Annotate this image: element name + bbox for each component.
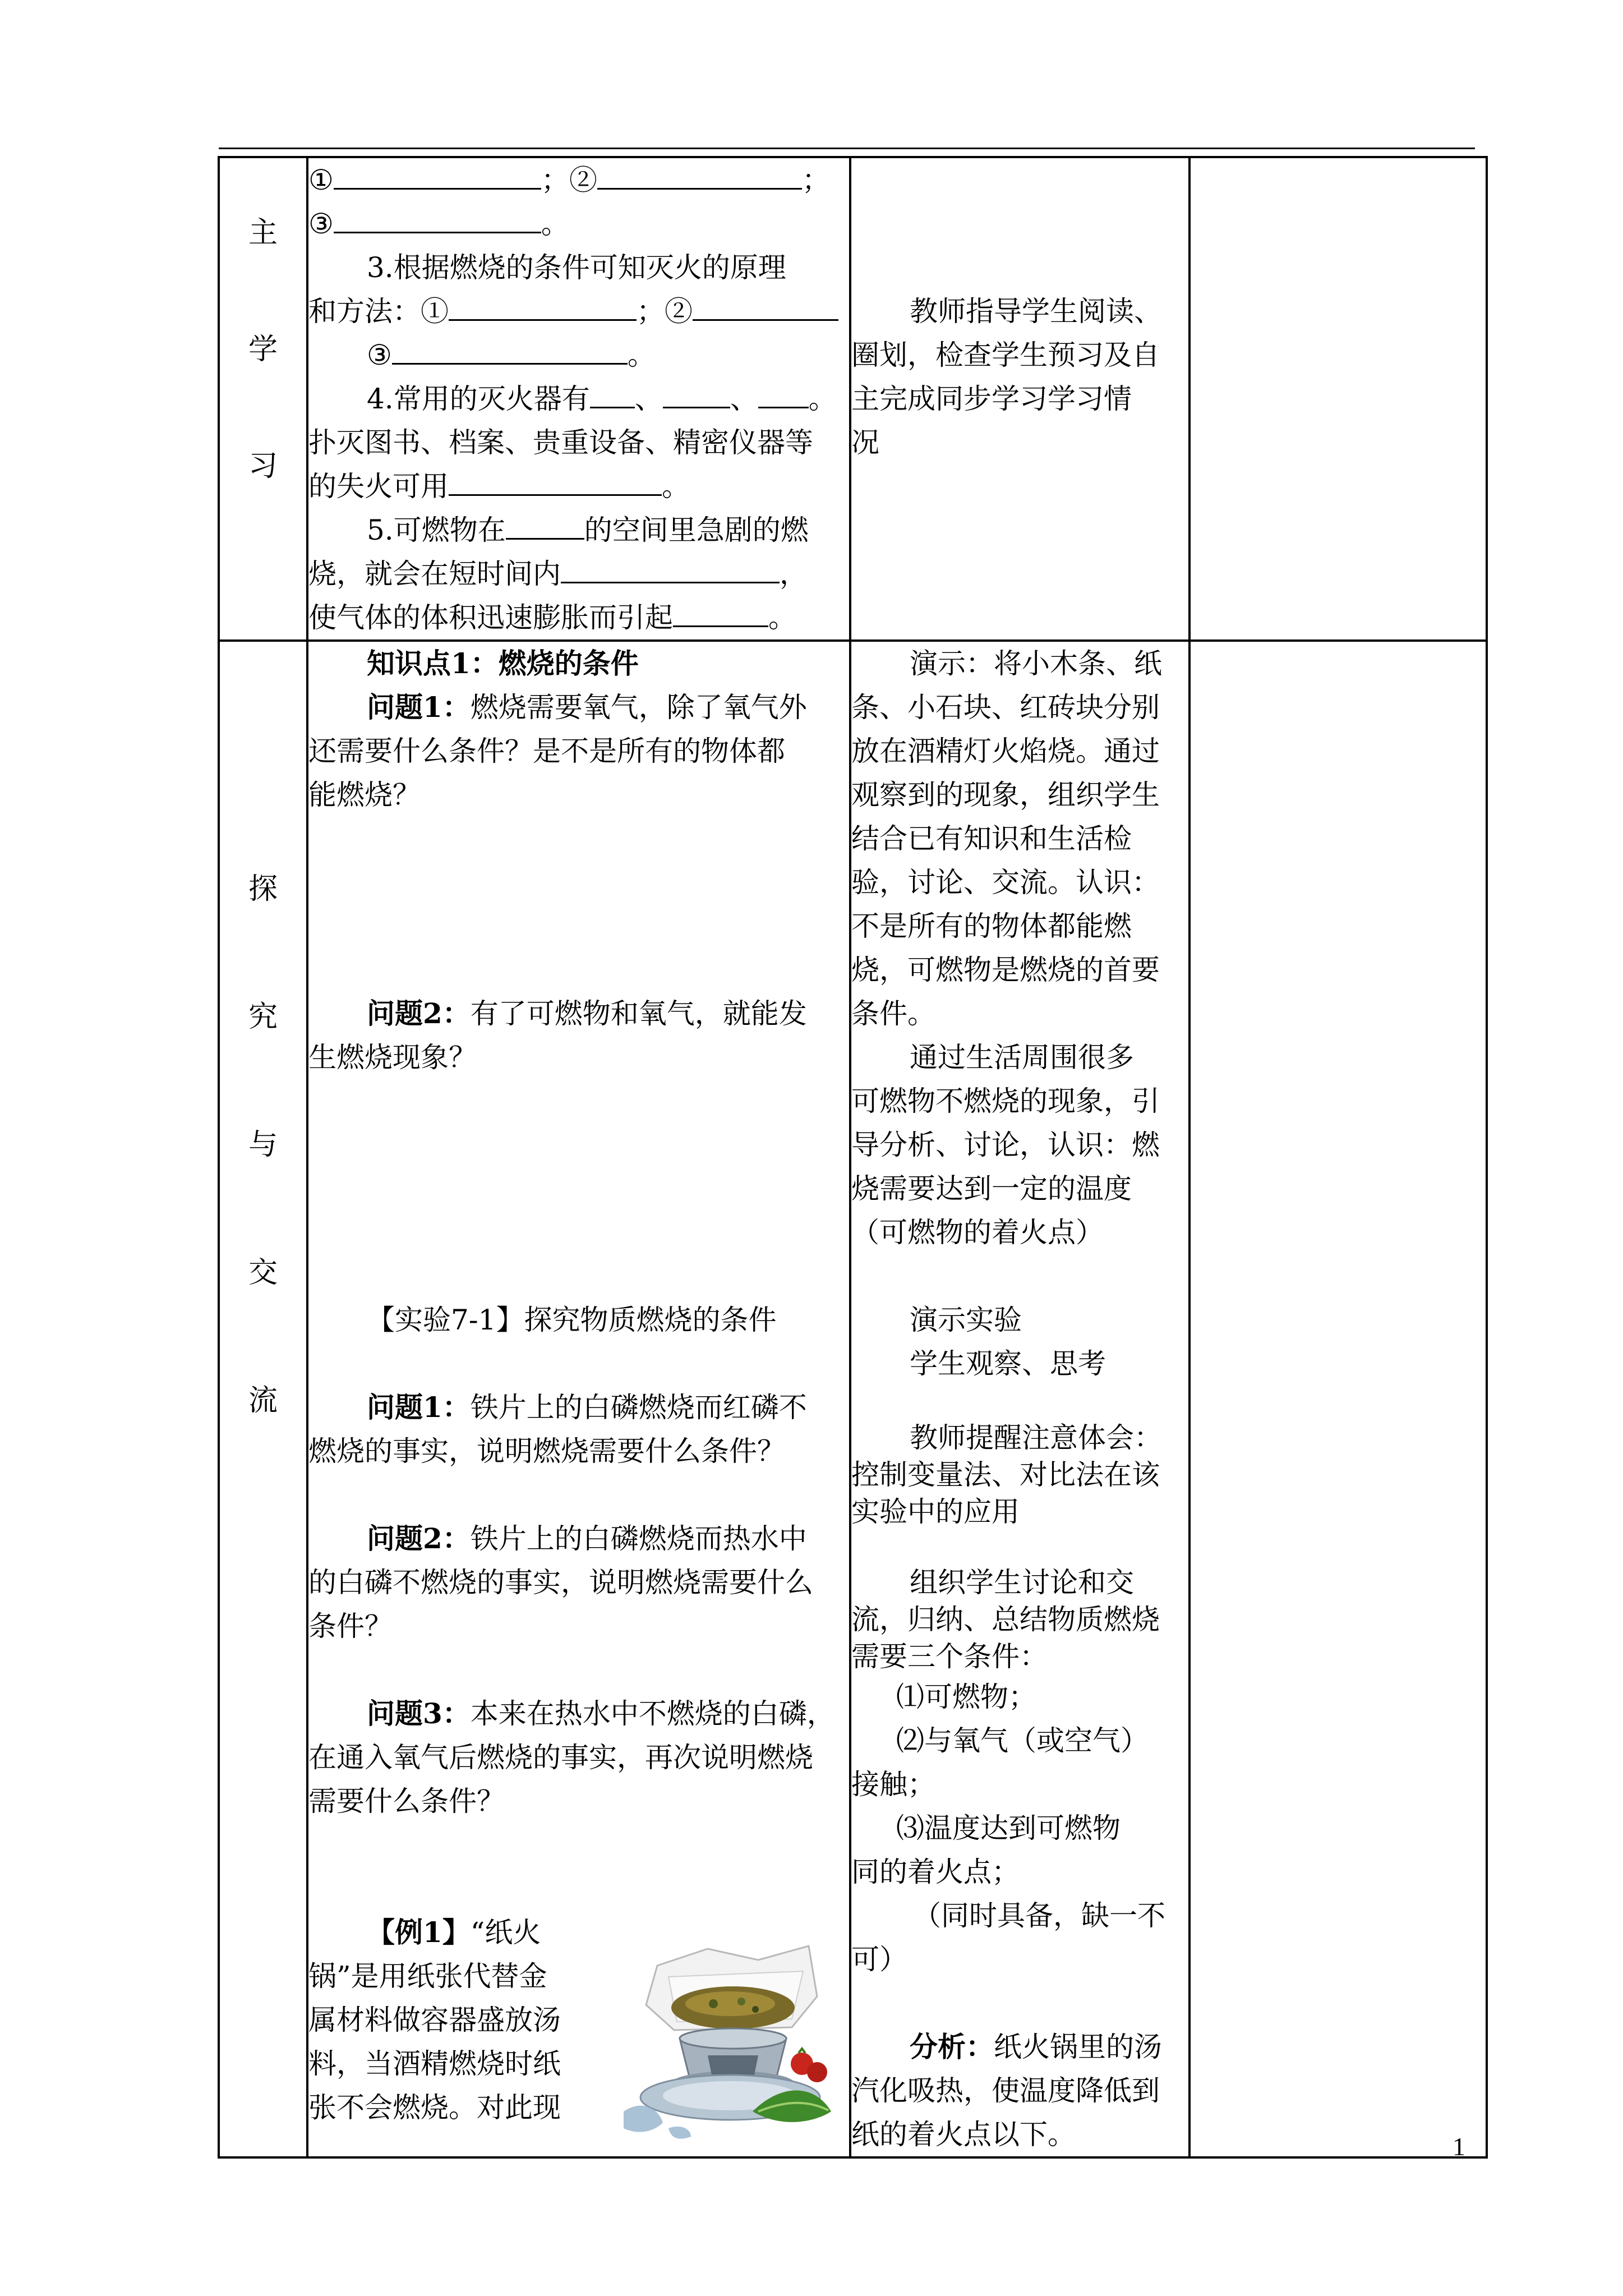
question-5: 5.可燃物在 的空间里急剧的燃 bbox=[308, 508, 849, 552]
example-1 bbox=[308, 1911, 849, 2129]
demo-line: 观察到的现象，组织学生 bbox=[851, 779, 1160, 811]
question-3-line2: 和方法：① ；② bbox=[308, 289, 849, 333]
exp-question-2-line3: 条件？ bbox=[308, 1610, 393, 1642]
exp-question-3: 问题3：本来在热水中不燃烧的白磷， bbox=[367, 1697, 835, 1730]
analysis-line: 导分析、讨论，认识：燃 bbox=[851, 1129, 1160, 1161]
condition-3-cont: 同的着火点； bbox=[851, 1856, 1020, 1888]
remind-line: 控制变量法、对比法在该 bbox=[851, 1458, 1160, 1491]
demo-line: 条件。 bbox=[851, 997, 935, 1030]
blank-line-2: ③ 。 bbox=[308, 202, 849, 246]
guidance-line: 教师指导学生阅读、 bbox=[910, 295, 1162, 328]
lesson-plan-table bbox=[218, 156, 1488, 2159]
question-5-line2: 烧，就会在短时间内 ， bbox=[308, 552, 849, 596]
question-4-line3: 的失火可用 。 bbox=[308, 464, 849, 508]
stage-char: 流 bbox=[248, 1384, 278, 1418]
example-1-line: 料，当酒精燃烧时纸 bbox=[308, 2047, 561, 2080]
analysis-line: 烧需要达到一定的温度 bbox=[851, 1172, 1132, 1205]
condition-3: ⑶温度达到可燃物 bbox=[896, 1812, 1121, 1844]
condition-1: ⑴可燃物； bbox=[896, 1681, 1036, 1713]
stage-char: 与 bbox=[248, 1128, 278, 1162]
demo-experiment: 演示实验 bbox=[910, 1304, 1022, 1336]
exp-question-3-line3: 需要什么条件？ bbox=[308, 1785, 505, 1818]
guidance-line: 圈划，检查学生预习及自 bbox=[851, 339, 1160, 371]
paper-hotpot-illustration bbox=[624, 1943, 837, 2145]
exp-question-2-line2: 的白磷不燃烧的事实，说明燃烧需要什么 bbox=[308, 1566, 813, 1599]
self-study-questions bbox=[307, 157, 850, 641]
example-1-line: 【例1】“纸火 bbox=[367, 1916, 541, 1949]
summary-line: 需要三个条件： bbox=[851, 1640, 1048, 1673]
question-4: 4.常用的灭火器有 、 、 。 bbox=[308, 377, 849, 421]
note-line-cont: 可） bbox=[851, 1943, 907, 1976]
analysis-cont: 汽化吸热，使温度降低到 bbox=[851, 2074, 1160, 2107]
stage-char: 学 bbox=[248, 333, 278, 366]
demo-line: 烧，可燃物是燃烧的首要 bbox=[851, 954, 1160, 986]
exp-question-1: 问题1：铁片上的白磷燃烧而红磷不 bbox=[367, 1391, 807, 1424]
analysis: 分析：纸火锅里的汤 bbox=[910, 2030, 1162, 2063]
summary-line: 流，归纳、总结物质燃烧 bbox=[851, 1603, 1160, 1636]
teacher-guidance-self-study bbox=[850, 157, 1189, 641]
notes-cell-2 bbox=[1189, 641, 1487, 2157]
demo-line: 不是所有的物体都能燃 bbox=[851, 910, 1132, 942]
stage-char: 习 bbox=[248, 449, 278, 483]
student-observe: 学生观察、思考 bbox=[910, 1347, 1106, 1380]
demo-line: 放在酒精灯火焰烧。通过 bbox=[851, 735, 1160, 767]
stage-char: 探 bbox=[248, 872, 278, 906]
exp-question-3-line2: 在通入氧气后燃烧的事实，再次说明燃烧 bbox=[308, 1741, 813, 1774]
knowledge-point-1: 知识点1：燃烧的条件 bbox=[367, 647, 639, 680]
condition-2-cont: 接触； bbox=[851, 1768, 935, 1801]
guidance-line: 主完成同步学习学习情 bbox=[851, 383, 1132, 415]
demo-line: 演示：将小木条、纸 bbox=[910, 647, 1162, 680]
header-rule bbox=[219, 148, 1475, 149]
remind-line: 实验中的应用 bbox=[851, 1496, 1020, 1528]
analysis-line: （可燃物的着火点） bbox=[851, 1216, 1104, 1249]
blank-line-1: ① ；② ； bbox=[308, 158, 849, 202]
row-self-study bbox=[219, 157, 1487, 641]
stage-char: 主 bbox=[248, 216, 278, 250]
question-1-line2: 还需要什么条件？是不是所有的物体都 bbox=[308, 735, 785, 767]
summary-line: 组织学生讨论和交 bbox=[910, 1566, 1134, 1599]
question-2-line2: 生燃烧现象？ bbox=[308, 1041, 477, 1074]
remind-line: 教师提醒注意体会： bbox=[910, 1421, 1162, 1454]
question-5-line3: 使气体的体积迅速膨胀而引起 。 bbox=[308, 596, 849, 639]
analysis-line: 通过生活周围很多 bbox=[910, 1041, 1134, 1074]
example-1-line: 属材料做容器盛放汤 bbox=[308, 2004, 561, 2036]
question-3-line3: ③ 。 bbox=[308, 333, 849, 377]
exp-question-1-line2: 燃烧的事实，说明燃烧需要什么条件？ bbox=[308, 1435, 785, 1467]
page-number: 1 bbox=[1453, 2132, 1465, 2161]
exp-question-2: 问题2：铁片上的白磷燃烧而热水中 bbox=[367, 1522, 807, 1555]
experiment-7-1: 【实验7-1】探究物质燃烧的条件 bbox=[367, 1304, 777, 1336]
question-3: 3.根据燃烧的条件可知灭火的原理 bbox=[367, 251, 786, 284]
demo-line: 条、小石块、红砖块分别 bbox=[851, 691, 1160, 724]
demo-line: 验，讨论、交流。认识： bbox=[851, 866, 1160, 899]
example-1-line: 张不会燃烧。对此现 bbox=[308, 2091, 561, 2124]
stage-char: 交 bbox=[248, 1256, 278, 1290]
condition-2: ⑵与氧气（或空气） bbox=[896, 1724, 1149, 1757]
question-1-line3: 能燃烧？ bbox=[308, 779, 421, 811]
question-2: 问题2：有了可燃物和氧气，就能发 bbox=[367, 997, 807, 1030]
analysis-cont: 纸的着火点以下。 bbox=[851, 2118, 1076, 2151]
question-4-line2: 扑灭图书、档案、贵重设备、精密仪器等 bbox=[308, 426, 813, 459]
inquiry-questions bbox=[307, 641, 850, 2157]
stage-cell-self-study bbox=[219, 157, 307, 641]
stage-cell-inquiry bbox=[219, 641, 307, 2157]
demo-line: 结合已有知识和生活检 bbox=[851, 822, 1132, 855]
stage-char: 究 bbox=[248, 1000, 278, 1034]
question-1: 问题1：燃烧需要氧气，除了氧气外 bbox=[367, 691, 807, 724]
analysis-line: 可燃物不燃烧的现象，引 bbox=[851, 1085, 1160, 1117]
teacher-activities-inquiry bbox=[850, 641, 1189, 2157]
guidance-line: 况 bbox=[851, 426, 879, 459]
row-inquiry bbox=[219, 641, 1487, 2157]
note-line: （同时具备，缺一不 bbox=[913, 1899, 1165, 1932]
example-1-line: 锅”是用纸张代替金 bbox=[308, 1960, 547, 1993]
notes-cell-1 bbox=[1189, 157, 1487, 641]
